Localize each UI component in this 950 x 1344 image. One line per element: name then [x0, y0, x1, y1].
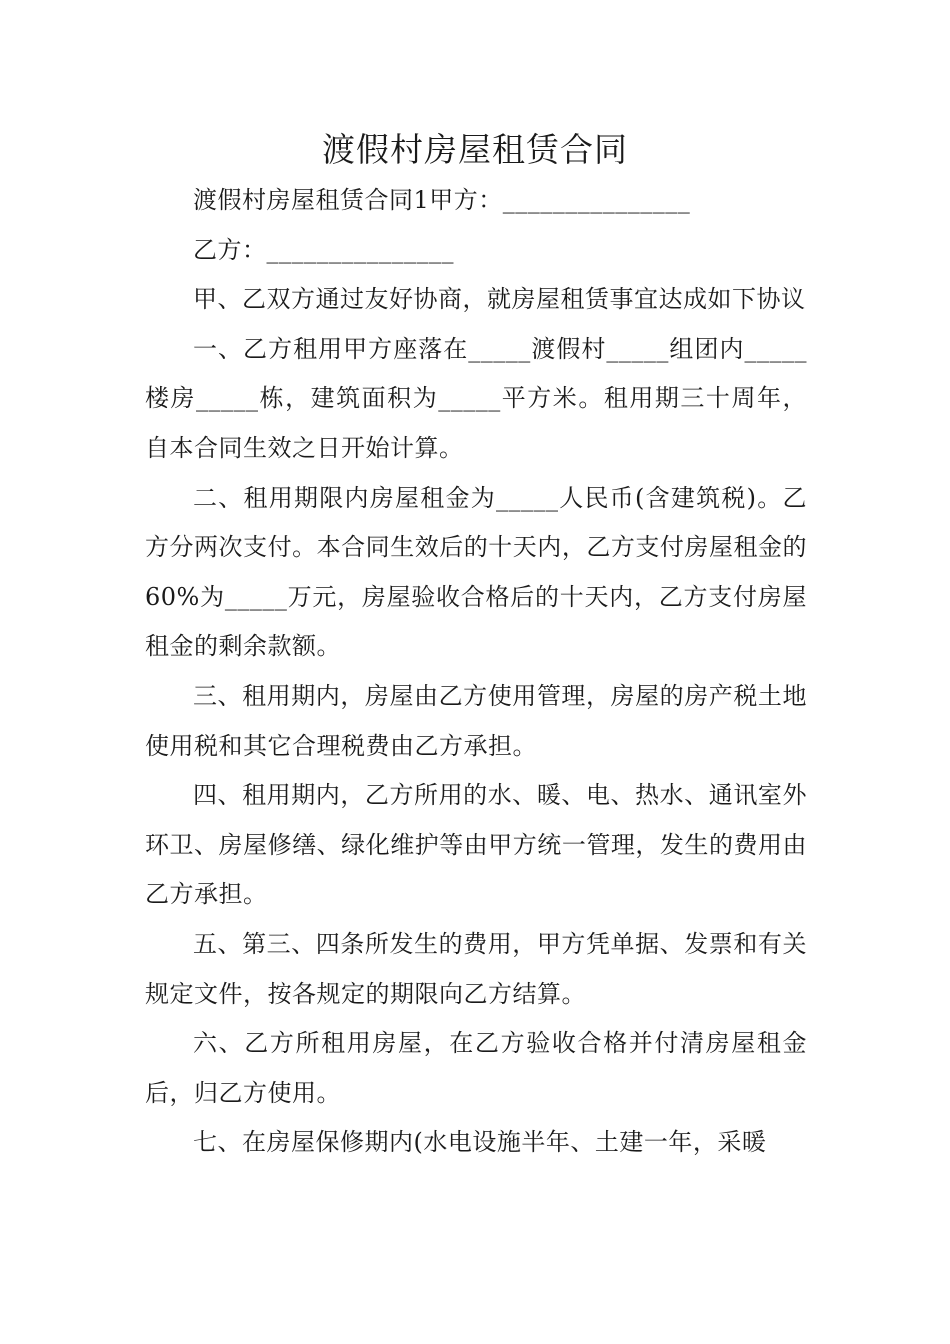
paragraph-clause-2: 二、租用期限内房屋租金为_____人民币(含建筑税)。乙方分两次支付。本合同生效后的十天内，乙方支付房屋租金的60%为_____万元，房屋验收合格后的十天内，乙方支付房屋租金的剩余款额。 — [145, 483, 807, 661]
paragraph-clause-6: 六、乙方所租用房屋，在乙方验收合格并付清房屋租金后，归乙方使用。 — [145, 1029, 807, 1107]
paragraph-clause-5: 五、第三、四条所发生的费用，甲方凭单据、发票和有关规定文件，按各规定的期限向乙方结算。 — [145, 929, 807, 1008]
paragraph-clause-4: 四、租用期内，乙方所用的水、暖、电、热水、通讯室外环卫、房屋修缮、绿化维护等由甲方统一管理，发生的费用由乙方承担。 — [145, 781, 807, 909]
document-title: 渡假村房屋租赁合同 — [322, 130, 628, 169]
paragraph-clause-1: 一、乙方租用甲方座落在_____渡假村_____组团内_____楼房_____栋，建筑面积为_____平方米。租用期三十周年，自本合同生效之日开始计算。 — [145, 334, 807, 462]
paragraph-header-party-a: 渡假村房屋租赁合同1甲方：_______________ — [193, 186, 691, 214]
paragraph-intro: 甲、乙双方通过友好协商，就房屋租赁事宜达成如下协议 — [193, 285, 806, 314]
paragraph-party-b: 乙方：_______________ — [193, 235, 454, 264]
document-body — [145, 176, 807, 1168]
paragraph-clause-7: 七、在房屋保修期内(水电设施半年、土建一年，采暖 — [193, 1128, 767, 1157]
paragraph-clause-3: 三、租用期内，房屋由乙方使用管理，房屋的房产税土地使用税和其它合理税费由乙方承担。 — [145, 681, 807, 760]
